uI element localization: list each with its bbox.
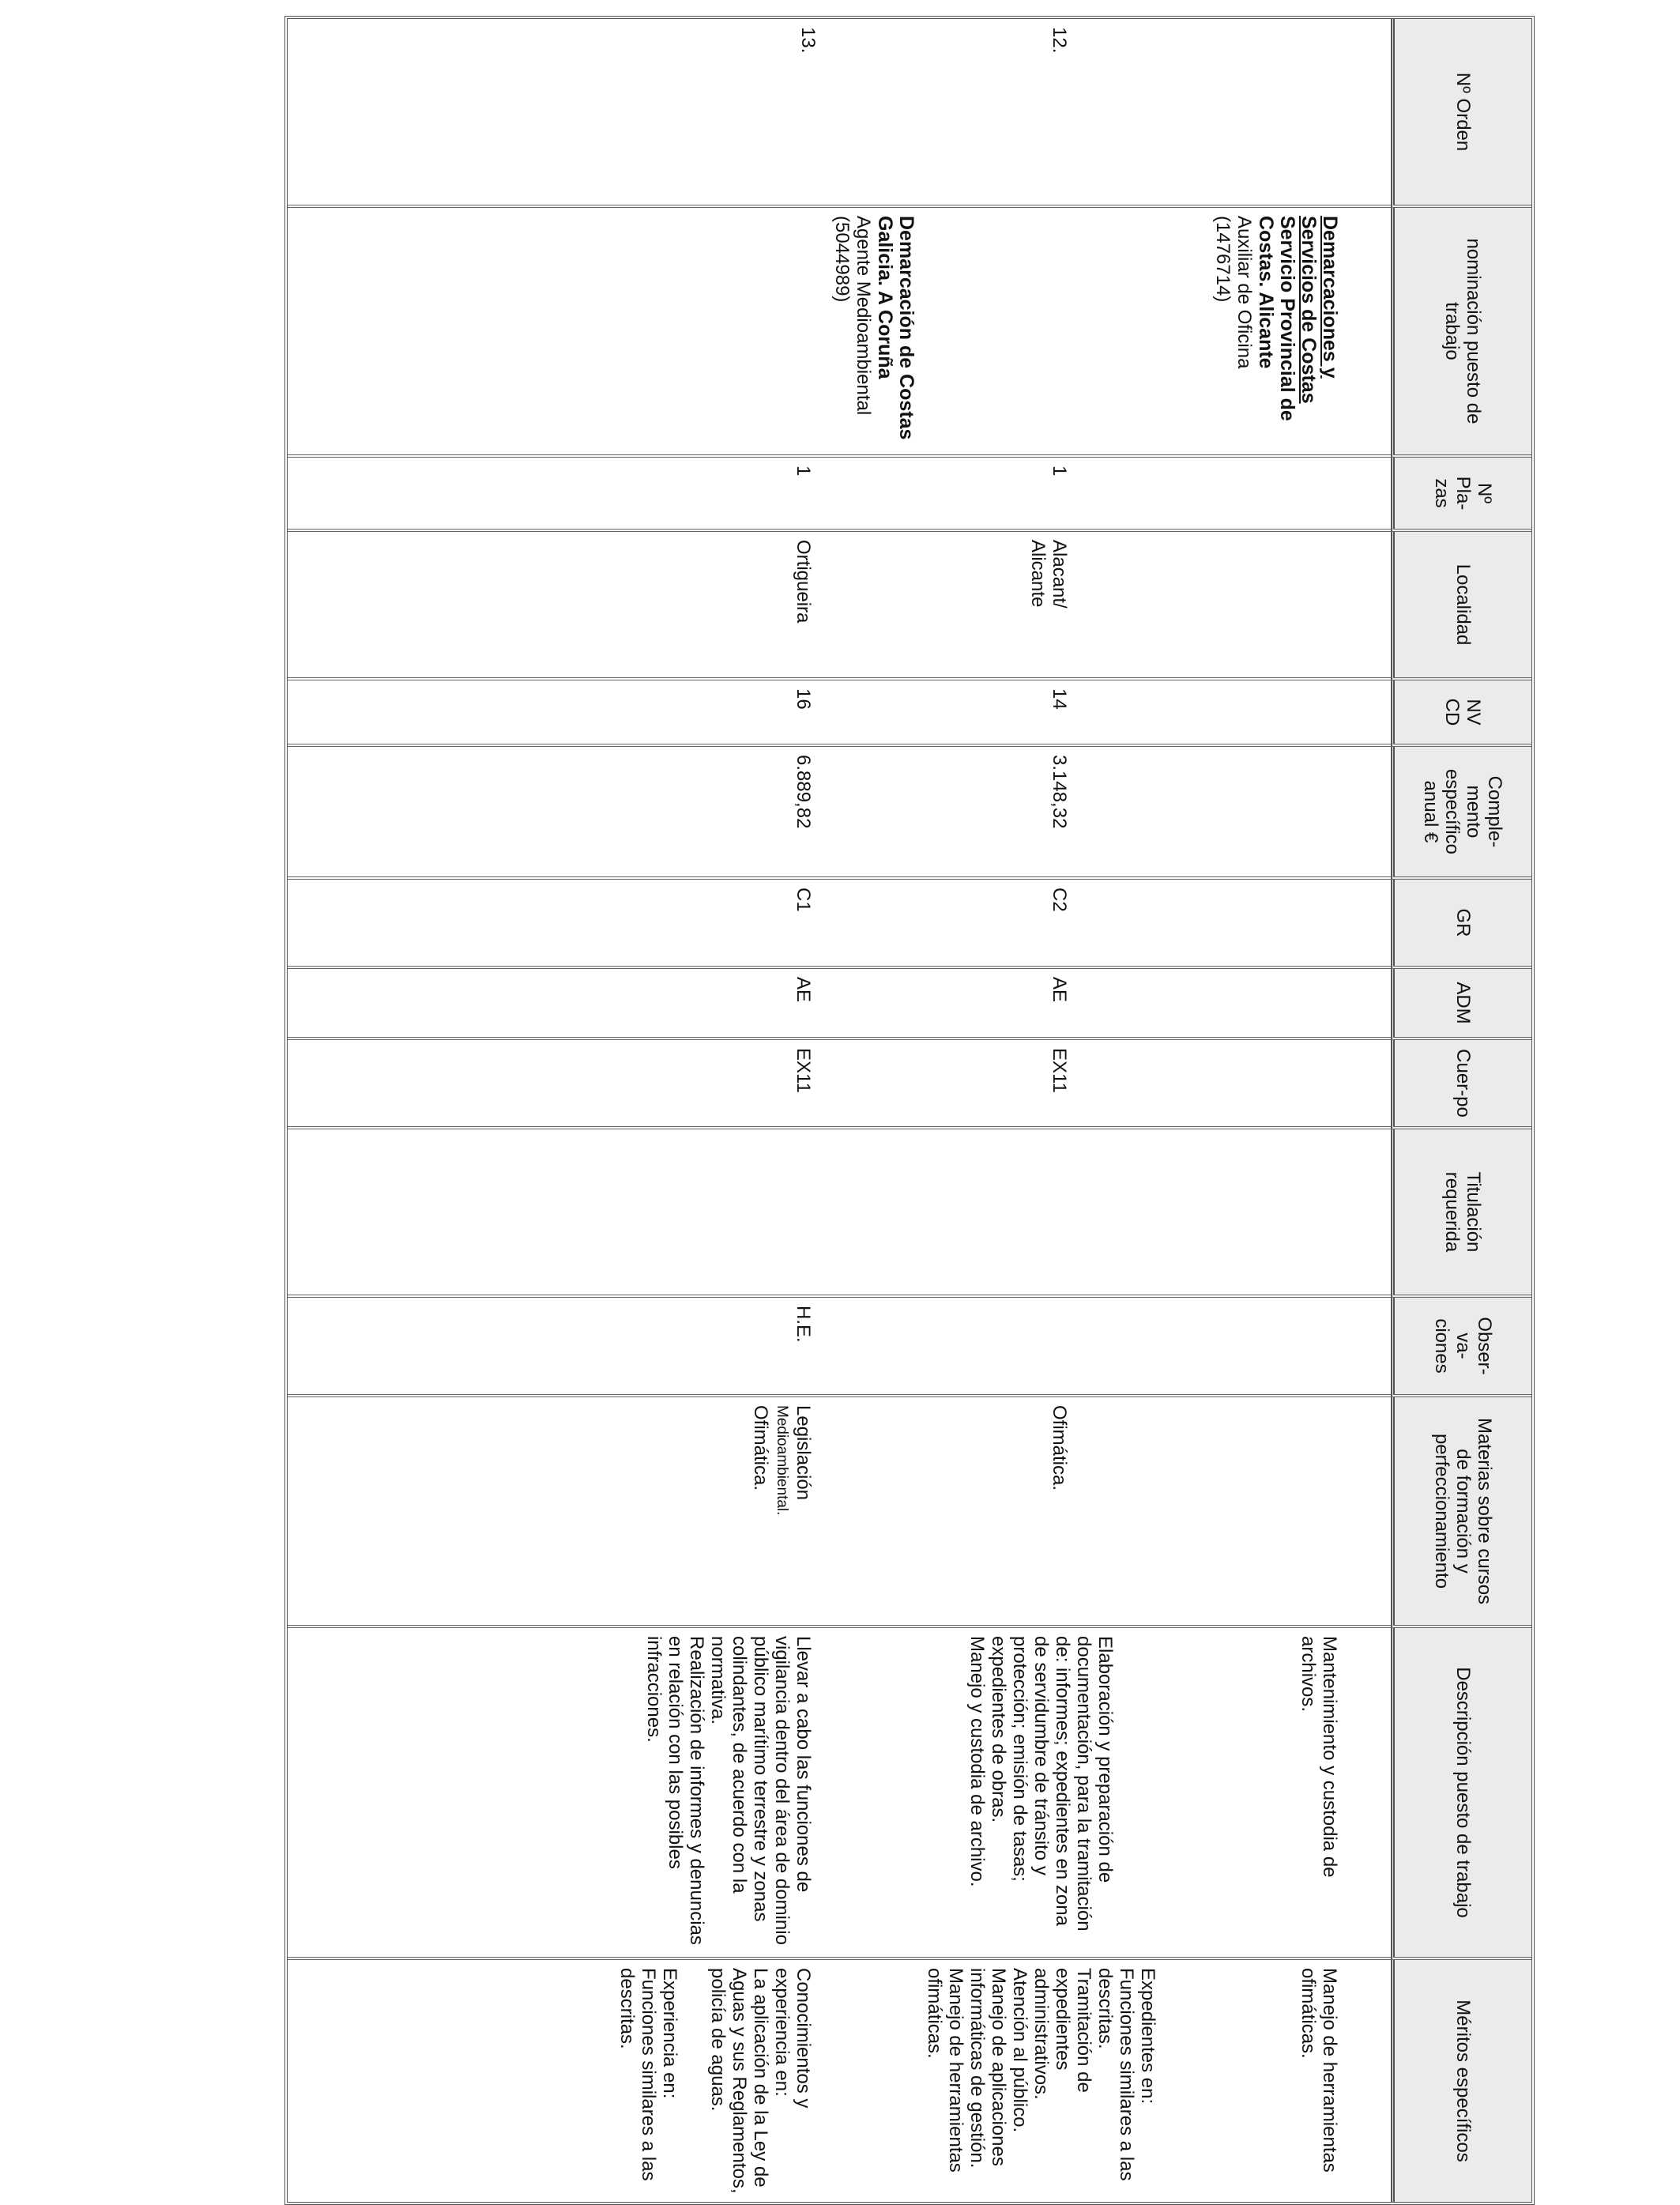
adm-cell <box>850 969 1391 1040</box>
section-heading: Demarcaciones y Servicios de Costas <box>1298 216 1341 404</box>
header-titulacion: Titulación requerida <box>1391 1129 1531 1298</box>
puesto-name: Auxiliar de Oficina (1476714) <box>1212 216 1255 369</box>
meritos-text: Conocimientos y experiencia en: <box>771 1968 814 2109</box>
descripcion-cell <box>850 1628 1391 1960</box>
header-descripcion: Descripción puesto de trabajo <box>1391 1628 1531 1960</box>
complemento-cell <box>850 747 1391 880</box>
localidad-value: Ortigueira <box>793 540 814 624</box>
section-heading: Servicio Provincial de Costas. Alicante <box>1255 216 1298 421</box>
puesto-cell <box>850 208 1391 458</box>
titulacion-cell <box>850 1129 1391 1298</box>
adm-value: AE <box>793 977 814 1003</box>
puesto-cell <box>288 208 917 458</box>
orden-value: 12. <box>1049 27 1070 54</box>
complemento-value: 3.148,32 <box>1049 755 1070 829</box>
header-grupo: GR <box>1391 880 1531 969</box>
table-row <box>288 19 850 2202</box>
grupo-value: C1 <box>793 888 814 912</box>
localidad-cell <box>850 532 1391 680</box>
header-cuerpo: Cuer-po <box>1391 1040 1531 1129</box>
plazas-value: 1 <box>793 466 814 477</box>
table-row <box>850 19 1391 2202</box>
meritos-cell <box>850 1960 1391 2202</box>
nivel-value: 14 <box>1049 688 1070 710</box>
meritos-text: La aplicación de la Ley de Aguas y sus Reglamentos, policía de aguas. <box>707 1968 771 2194</box>
header-meritos: Méritos específicos <box>1391 1960 1531 2202</box>
meritos-text: Funciones similares a las descritas. <box>616 1968 659 2181</box>
materias-cell <box>288 1397 850 1628</box>
orden-value: 13. <box>797 27 819 54</box>
cuerpo-value: EX11 <box>793 1048 814 1093</box>
observaciones-cell <box>850 1298 1391 1397</box>
header-localidad: Localidad <box>1391 532 1531 680</box>
adm-cell <box>288 969 850 1040</box>
plazas-cell <box>288 458 850 532</box>
materias-cell <box>850 1397 1391 1628</box>
descripcion-text: Mantenimiento y custodia de archivos. <box>1298 1636 1340 1878</box>
header-complemento: Comple-mento específico anual € <box>1391 747 1531 880</box>
header-row <box>1391 19 1531 2202</box>
adm-value: AE <box>1049 977 1070 1003</box>
materias-value: Ofimática. <box>1049 1405 1070 1491</box>
nivel-cell <box>288 680 850 747</box>
cuerpo-value: EX11 <box>1049 1048 1070 1093</box>
nivel-cell <box>850 680 1391 747</box>
materias-value: Legislación <box>793 1405 814 1501</box>
meritos-text: Manejo de herramientas ofimáticas. <box>924 1968 966 2173</box>
header-adm: ADM <box>1391 969 1531 1040</box>
grupo-cell <box>850 880 1391 969</box>
localidad-value: Alicante <box>1027 540 1049 608</box>
grupo-cell <box>288 880 850 969</box>
grupo-value: C2 <box>1049 888 1070 912</box>
header-materias: Materias sobre cursos de formación y perfeccionamiento <box>1391 1397 1531 1628</box>
section-heading: Demarcación de Costas Galicia. A Coruña <box>874 216 917 440</box>
meritos-text: Funciones similares a las descritas. <box>1094 1968 1137 2181</box>
puesto-name: Agente Medioambiental (5044989) <box>831 216 874 416</box>
titulacion-cell <box>288 1129 850 1298</box>
nivel-value: 16 <box>793 688 814 710</box>
meritos-text: Atención al público. <box>1009 1968 1030 2133</box>
meritos-text: Manejo de aplicaciones informáticas de gestión. <box>966 1968 1009 2169</box>
meritos-text: Experiencia en: <box>659 1968 680 2099</box>
meritos-cell <box>288 1960 850 2202</box>
materias-value: Medioambiental. <box>774 1405 790 1516</box>
descripcion-text: Elaboración y preparación de documentación, para la tramitación de: informes; expedientes en zona de servidumbre de tránsito y protección; emisión de tasas; expedientes de obras. <box>988 1636 1116 1932</box>
plazas-value: 1 <box>1049 466 1070 477</box>
complemento-cell <box>288 747 850 880</box>
meritos-text: Manejo de herramientas ofimáticas. <box>1298 1968 1340 2173</box>
header-orden: Nº Orden <box>1391 19 1531 208</box>
cuerpo-cell <box>288 1040 850 1129</box>
descripcion-text: Llevar a cabo las funciones de vigilancia dentro del área de dominio público marítimo terrestre y zonas colindantes, de acuerdo con la normativa. <box>707 1636 814 1945</box>
plazas-cell <box>850 458 1391 532</box>
observaciones-value: H.E. <box>793 1306 814 1343</box>
cuerpo-cell <box>850 1040 1391 1129</box>
complemento-value: 6.889,82 <box>793 755 814 829</box>
header-observaciones: Obser-va-ciones <box>1391 1298 1531 1397</box>
localidad-value: Alacant/ <box>1049 540 1070 609</box>
meritos-text: Expedientes en: <box>1137 1968 1158 2105</box>
header-nivel: NV CD <box>1391 680 1531 747</box>
descripcion-text: Realización de informes y denuncias en relación con las posibles infracciones. <box>643 1636 707 1945</box>
header-plazas: Nº Pla-zas <box>1391 458 1531 532</box>
header-denominacion: nominación puesto de trabajo <box>1391 208 1531 458</box>
observaciones-cell <box>288 1298 850 1397</box>
job-positions-table <box>284 16 1535 2205</box>
descripcion-cell <box>288 1628 850 1960</box>
descripcion-text: Manejo y custodia de archivo. <box>966 1636 988 1887</box>
orden-cell <box>850 19 1391 208</box>
localidad-cell <box>288 532 850 680</box>
materias-value: Ofimática. <box>750 1405 771 1491</box>
meritos-text: Tramitación de expedientes administrativos. <box>1030 1968 1094 2100</box>
orden-cell <box>288 19 850 208</box>
